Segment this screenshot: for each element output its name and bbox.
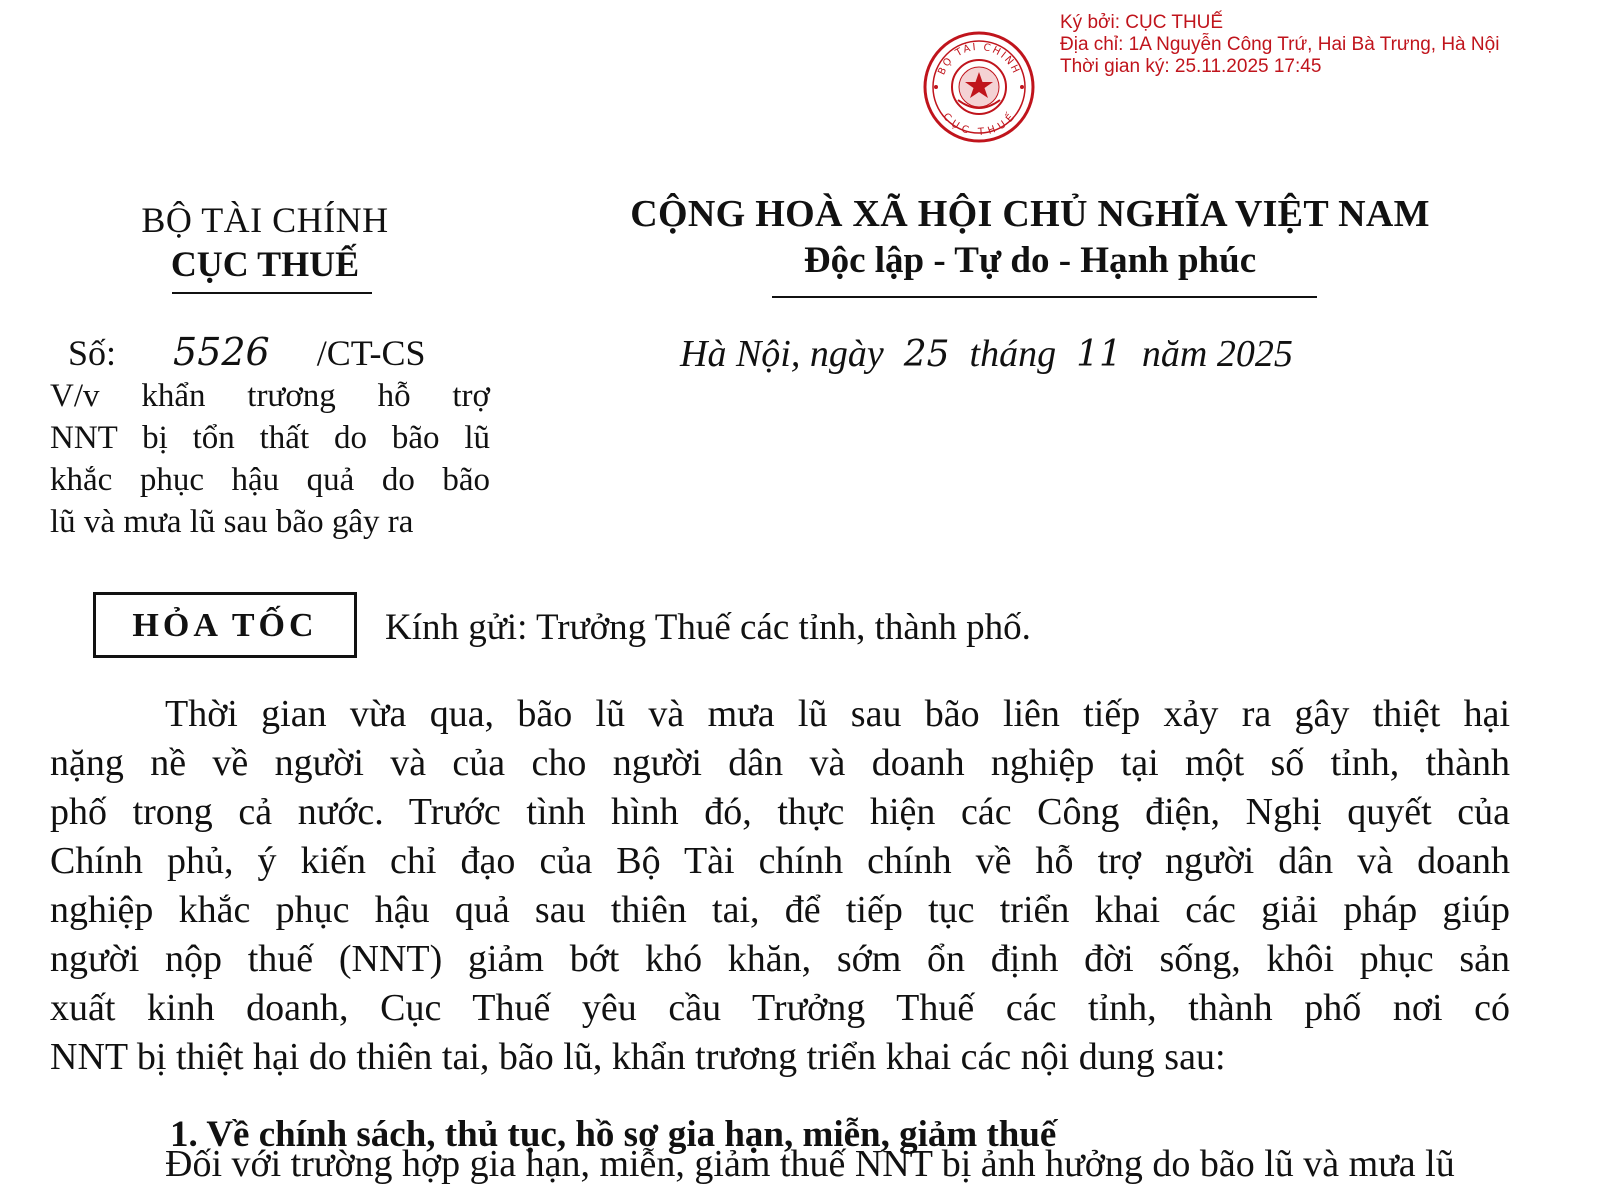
date-month-label: tháng — [969, 333, 1057, 375]
ministry-name: BỘ TÀI CHÍNH — [141, 200, 389, 240]
signature-signed-by: Ký bởi: CỤC THUẾ — [1060, 12, 1224, 33]
cutoff-line-text: Đối với trường hợp gia hạn, miễn, giảm thuế NNT bị ảnh hưởng do bão lũ và mưa lũ — [165, 1143, 1455, 1185]
subject-line: khắc phục hậu quả do bão — [50, 462, 490, 498]
section-heading: 1. Về chính sách, thủ tục, hồ sơ gia hạn, miễn, giảm thuế — [170, 1114, 1057, 1155]
date-month-handwritten: 11 — [1076, 334, 1122, 375]
motto-underline — [772, 296, 1317, 298]
signature-time: Thời gian ký: 25.11.2025 17:45 — [1060, 56, 1322, 77]
official-seal-icon — [922, 30, 1036, 144]
national-header — [590, 190, 1470, 284]
body-line: nghiệp khắc phục hậu quả sau thiên tai, để tiếp tục triển khai các giải pháp giúp — [50, 889, 1510, 931]
date-year: năm 2025 — [1141, 333, 1293, 375]
subject-line: lũ và mưa lũ sau bão gây ra — [50, 504, 414, 540]
body-line: người nộp thuế (NNT) giảm bớt khó khăn, sớm ổn định đời sống, khôi phục sản — [50, 938, 1510, 980]
seal-bottom-text: CỤC THUẾ — [940, 111, 1018, 139]
department-name: CỤC THUẾ — [170, 244, 360, 284]
document-number-prefix: Số: — [68, 333, 117, 373]
nation-name: CỘNG HOÀ XÃ HỘI CHỦ NGHĨA VIỆT NAM — [630, 193, 1430, 235]
national-motto: Độc lập - Tự do - Hạnh phúc — [803, 240, 1257, 281]
signature-address: Địa chỉ: 1A Nguyễn Công Trứ, Hai Bà Trưng, Hà Nội — [1060, 34, 1500, 55]
subject-line: V/v khẩn trương hỗ trợ — [50, 378, 490, 414]
body-line: phố trong cả nước. Trước tình hình đó, thực hiện các Công điện, Nghị quyết của — [50, 791, 1510, 833]
document-number — [68, 330, 425, 375]
body-line: xuất kinh doanh, Cục Thuế yêu cầu Trưởng Thuế các tỉnh, thành phố nơi có — [50, 987, 1510, 1029]
issuer-underline — [172, 292, 372, 294]
document-subject — [50, 375, 490, 543]
issuer-header — [60, 198, 470, 286]
document-body — [50, 690, 1510, 1082]
recipient-line: Kính gửi: Trưởng Thuế các tỉnh, thành phố. — [385, 607, 1031, 648]
document-date — [680, 330, 1293, 379]
body-line: nặng nề về người và của cho người dân và doanh nghiệp tại một số tỉnh, thành — [50, 742, 1510, 784]
document-number-handwritten: 5526 — [173, 330, 270, 374]
document-number-suffix: /CT-CS — [316, 333, 426, 373]
cutoff-line — [50, 1143, 1510, 1185]
date-day-handwritten: 25 — [903, 334, 950, 375]
date-place: Hà Nội, ngày — [680, 333, 884, 375]
body-line: NNT bị thiệt hại do thiên tai, bão lũ, khẩn trương triển khai các nội dung sau: — [50, 1036, 1226, 1078]
seal-top-text: BỘ TÀI CHÍNH — [936, 41, 1022, 77]
digital-signature-info — [1060, 12, 1595, 78]
urgent-stamp: HỎA TỐC — [93, 592, 357, 658]
subject-line: NNT bị tổn thất do bão lũ — [50, 420, 490, 456]
body-line: Thời gian vừa qua, bão lũ và mưa lũ sau bão liên tiếp xảy ra gây thiệt hại — [165, 693, 1510, 735]
body-line: Chính phủ, ý kiến chỉ đạo của Bộ Tài chính chính về hỗ trợ người dân và doanh — [50, 840, 1510, 882]
